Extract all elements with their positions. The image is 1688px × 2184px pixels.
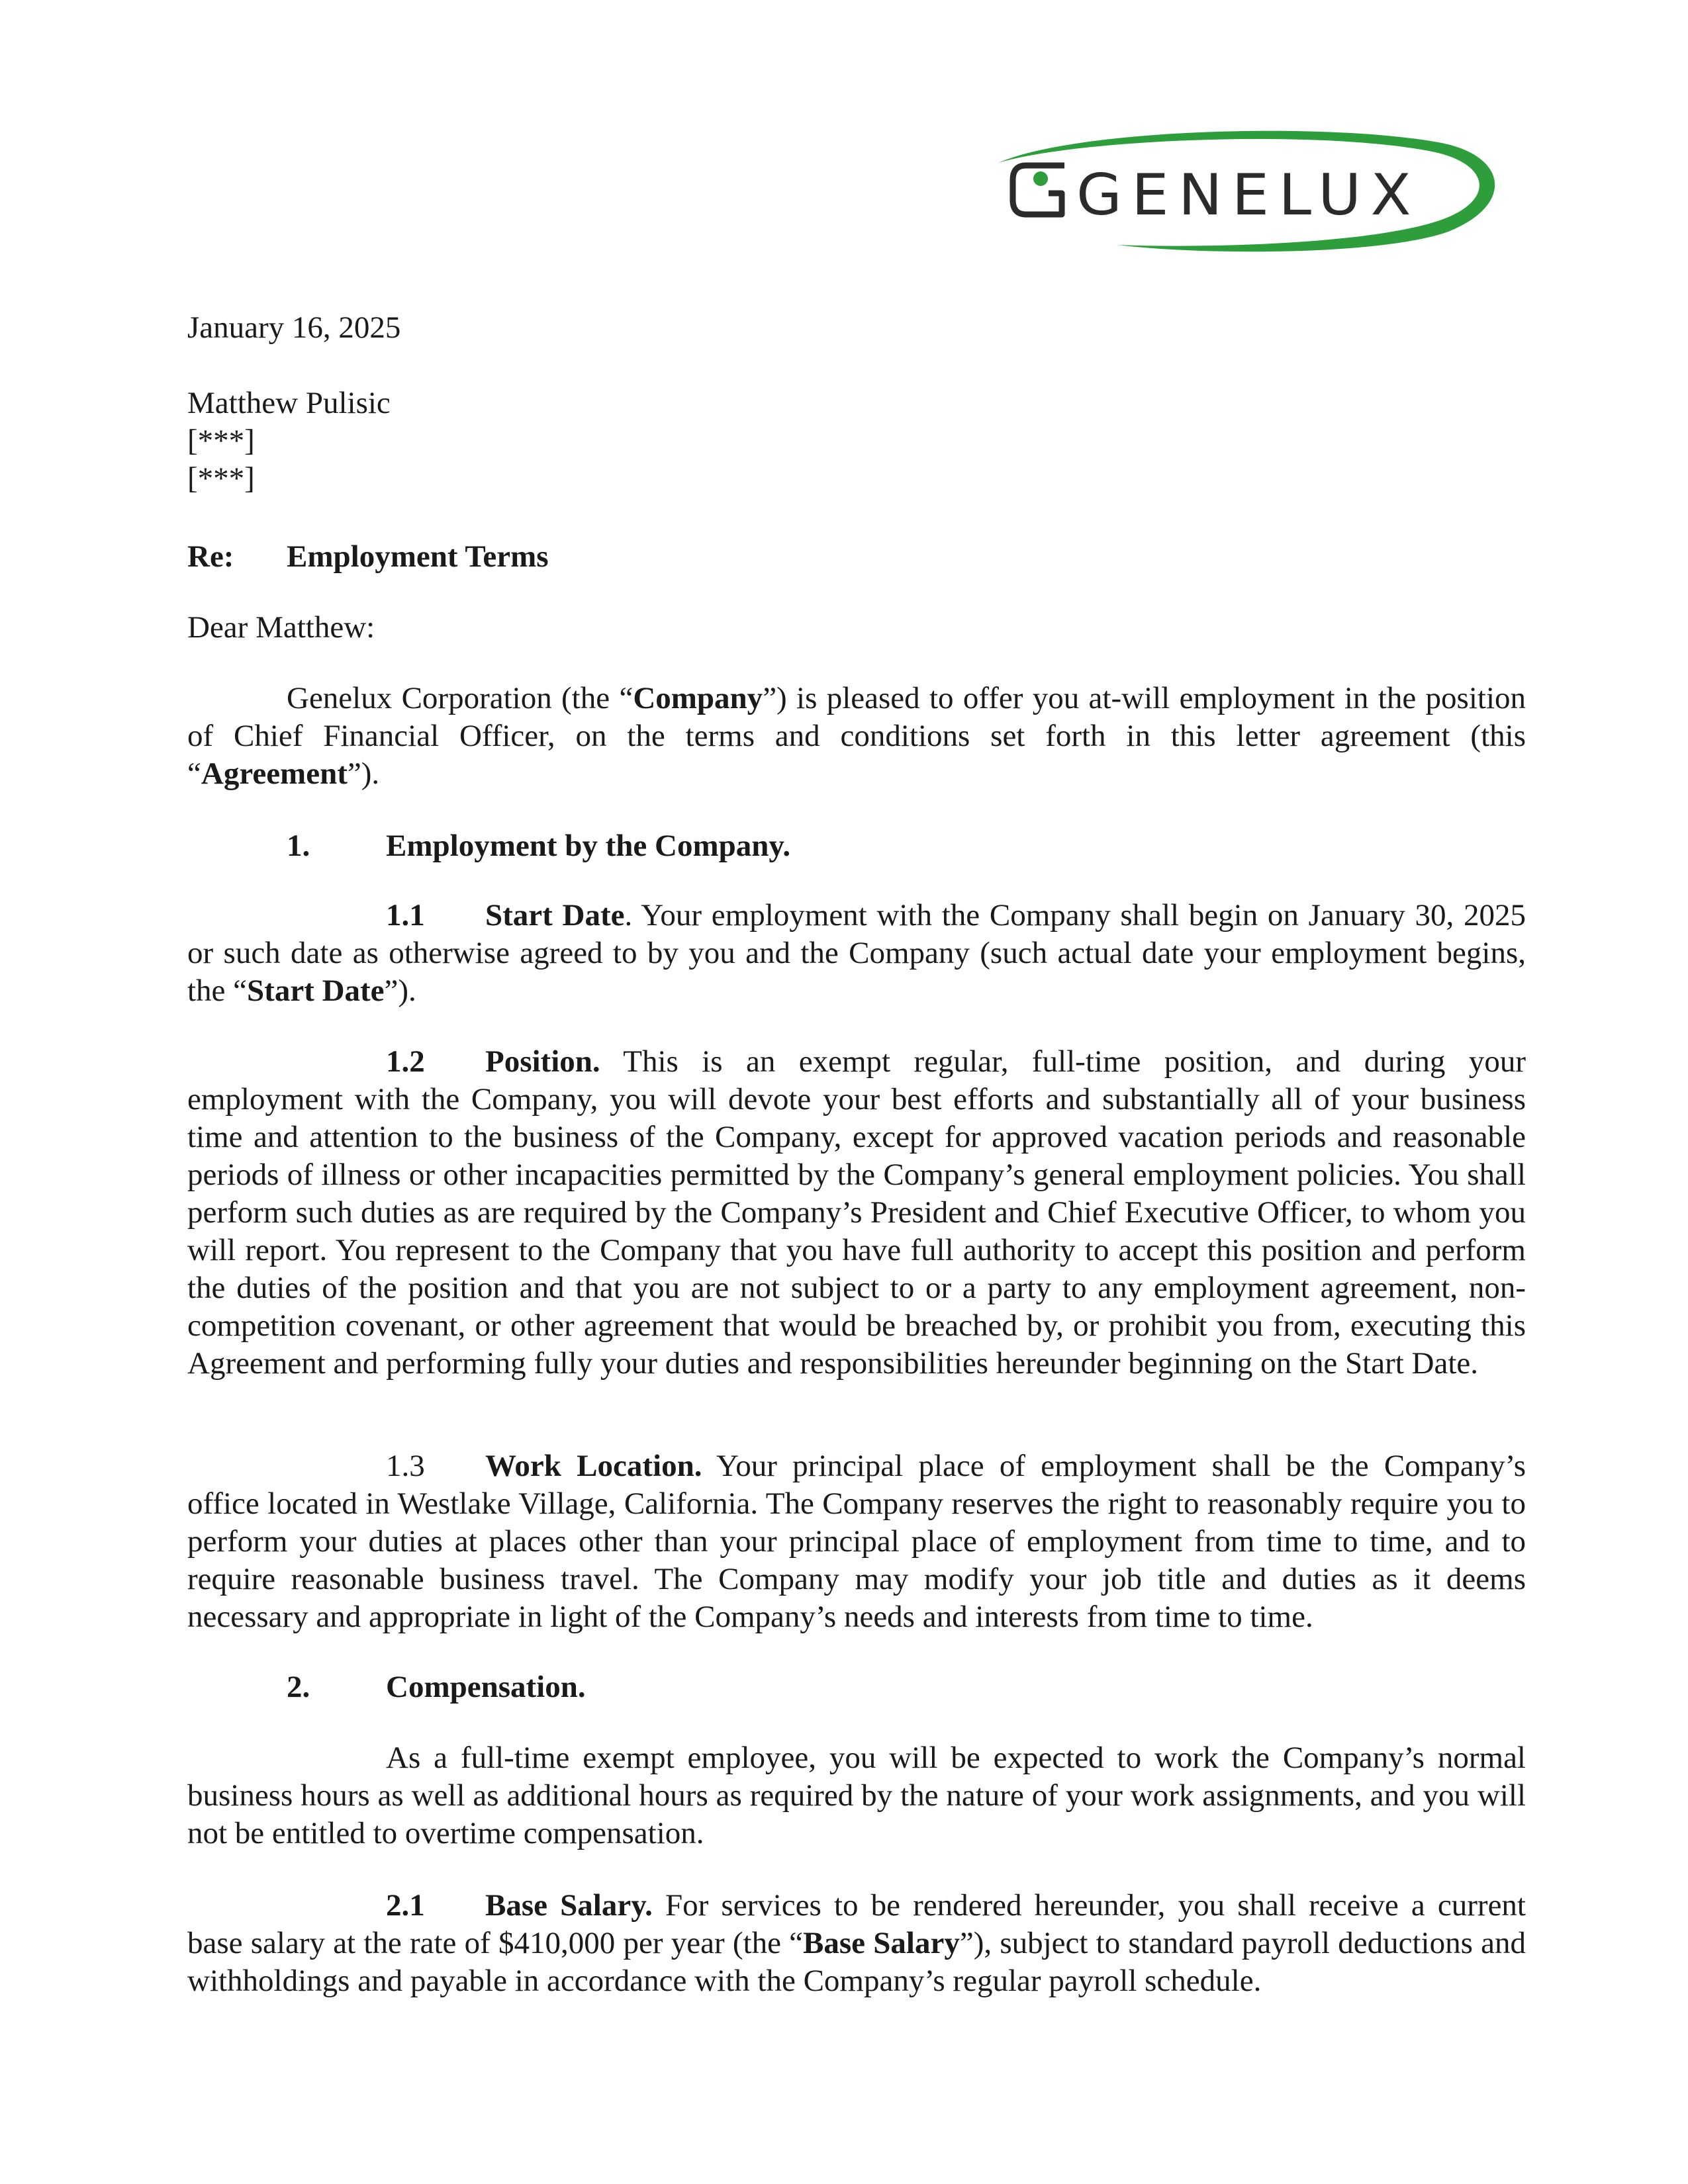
logo-dot <box>1033 171 1048 186</box>
re-subject: Employment Terms <box>287 539 549 574</box>
section-2-1-paragraph <box>187 1887 1526 2000</box>
section-number: 1.2 <box>386 1044 425 1079</box>
recipient-name: Matthew Pulisic <box>187 386 391 420</box>
section-title: Compensation. <box>386 1670 586 1704</box>
defined-term-agreement: Agreement <box>201 756 348 791</box>
re-line <box>187 538 1526 576</box>
section-text: . Your employment with the Company shall begin on January 30, 2025 or such date as otherwise agreed to by you and the Company (such actual date your employment begins, the “ <box>187 898 1526 1008</box>
defined-term-base-salary: Base Salary <box>803 1926 960 1960</box>
section-text: Your principal place of employment shall be the Company’s office located in Westlake Village, California. The Company reserves the right to reasonably require you to perform your duties at places other than your principal place of employment from time to time, and to require reasonable business travel. The Company may modify your job title and duties as it deems necessary and appropriate in light of the Company’s needs and interests from time to time. <box>187 1449 1526 1634</box>
section-number: 1.3 <box>386 1449 425 1483</box>
section-number: 2.1 <box>386 1888 425 1923</box>
letter-date: January 16, 2025 <box>187 310 401 345</box>
section-2-heading <box>187 1668 1526 1706</box>
intro-text: ”). <box>347 756 380 791</box>
section-text: This is an exempt regular, full-time position, and during your employment with the Company, you will devote your best efforts and substantially all of your business time and attention to the business of the Company, except for approved vacation periods and reasonable periods of illness or other incapacities permitted by the Company’s general employment policies. You shall perform such duties as are required by the Company’s President and Chief Executive Officer, to whom you will report. You represent to the Company that you have full authority to accept this position and perform the duties of the position and that you are not subject to or a party to any employment agreement, non-competition covenant, or other agreement that would be breached by, or prohibit you from, executing this Agreement and performing fully your duties and responsibilities hereunder beginning on the Start Date. <box>187 1044 1526 1381</box>
section-title: Position. <box>485 1044 600 1079</box>
recipient-block <box>187 385 1526 498</box>
section-title: Work Location. <box>485 1449 702 1483</box>
defined-term-company: Company <box>633 681 763 715</box>
recipient-address-line: [***] <box>187 424 255 458</box>
section-text: ”). <box>384 974 416 1008</box>
defined-term-start-date: Start Date <box>247 974 385 1008</box>
logo-wordmark: GENELUX <box>1076 162 1421 228</box>
section-title: Employment by the Company. <box>386 829 791 863</box>
section-number: 1.1 <box>386 898 425 933</box>
section-2-paragraph: As a full-time exempt employee, you will be expected to work the Company’s normal business hours as well as additional hours as required by the nature of your work assignments, and you will not be entitled to overtime compensation. <box>187 1741 1526 1850</box>
salutation: Dear Matthew: <box>187 610 375 645</box>
intro-paragraph <box>187 680 1526 793</box>
section-text: For services to be rendered hereunder, you shall receive a current base salary at the rate of $410,000 per year (the “ <box>187 1888 1526 1960</box>
section-1-1-paragraph <box>187 897 1526 1010</box>
section-1-heading <box>187 827 1526 865</box>
intro-text: Genelux Corporation (the “ <box>287 681 633 715</box>
intro-text: ”) is pleased to offer you at-will employment in the position of Chief Financial Officer, on the terms and conditions set forth in this letter agreement (this “ <box>187 681 1526 791</box>
section-number: 1. <box>287 829 310 863</box>
section-title: Start Date <box>485 898 625 933</box>
genelux-logo <box>985 126 1501 258</box>
recipient-address-line: [***] <box>187 461 255 496</box>
section-1-2-paragraph <box>187 1043 1526 1383</box>
section-text: ”), subject to standard payroll deductions and withholdings and payable in accordance with the Company’s regular payroll schedule. <box>187 1926 1526 1998</box>
section-title: Base Salary. <box>485 1888 653 1923</box>
re-label: Re: <box>187 539 234 574</box>
section-1-3-paragraph <box>187 1447 1526 1636</box>
section-number: 2. <box>287 1670 310 1704</box>
